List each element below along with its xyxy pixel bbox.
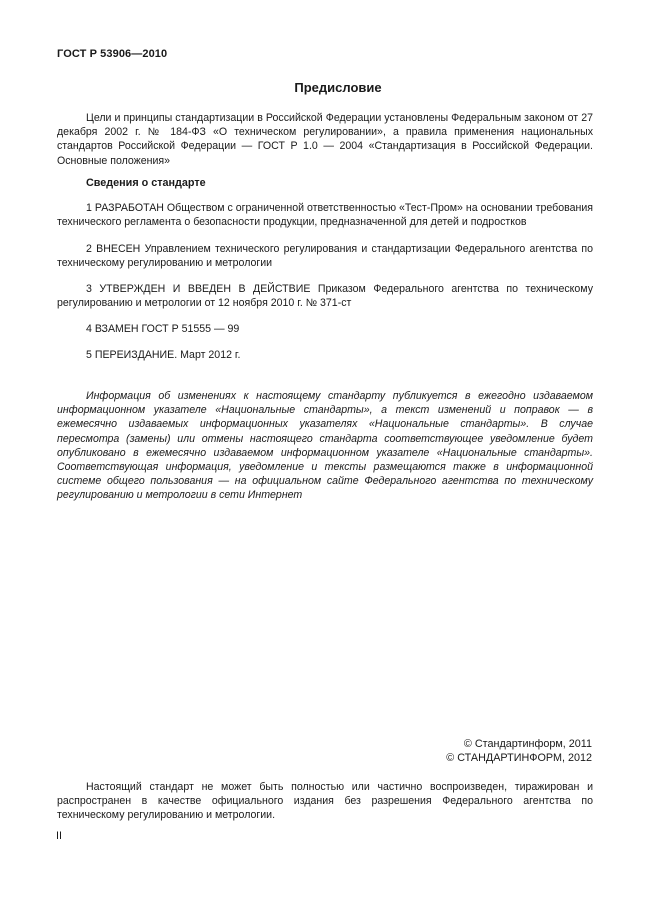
- reproduction-notice: Настоящий стандарт не может быть полностью или частично воспроизведен, тиражирован и распространен в качестве официального издания без разрешения Федерального агентства по техническому регулированию и метрологии.: [57, 781, 593, 822]
- foreword-title: Предисловие: [294, 80, 382, 95]
- standard-code: ГОСТ Р 53906—2010: [57, 48, 168, 60]
- page-number: II: [56, 830, 62, 842]
- standard-info-item-approved: 3 УТВЕРЖДЕН И ВВЕДЕН В ДЕЙСТВИЕ Приказом Федерального агентства по техническому регулированию и метрологии от 12 ноября 2010 г. № 371-ст: [57, 283, 593, 310]
- copyright-line-2: © СТАНДАРТИНФОРМ, 2012: [446, 752, 592, 764]
- standard-info-item-reissue: 5 ПЕРЕИЗДАНИЕ. Март 2012 г.: [86, 349, 241, 361]
- standard-info-item-developed: 1 РАЗРАБОТАН Обществом с ограниченной ответственностью «Тест-Пром» на основании требования технического регламента о безопасности продукции, предназначенной для детей и подростков: [57, 202, 593, 229]
- copyright-line-1: © Стандартинформ, 2011: [463, 738, 592, 750]
- standard-info-item-introduced: 2 ВНЕСЕН Управлением технического регулирования и стандартизации Федерального агентства по техническому регулированию и метрологии: [57, 243, 593, 270]
- foreword-paragraph: Цели и принципы стандартизации в Российской Федерации установлены Федеральным законом от 27 декабря 2002 г. № 184-ФЗ «О техническом регулировании», а правила применения национальных стандартов Российской Федерации — ГОСТ Р 1.0 — 2004 «Стандартизация в Российской Федерации. Основные положения»: [57, 112, 593, 167]
- change-information-paragraph: Информация об изменениях к настоящему стандарту публикуется в ежегодно издаваемом информационном указателе «Национальные стандарты», а текст изменений и поправок — в ежемесячно издаваемых информационных указателях «Национальные стандарты». В случае пересмотра (замены) или отмены настоящего стандарта соответствующее уведомление будет опубликовано в ежемесячно издаваемом информационном указателе «Национальные стандарты». Соответствующая информация, уведомление и тексты размещаются также в информационной системе общего пользования — на официальном сайте Федерального агентства по техническому регулированию и метрологии в сети Интернет: [57, 390, 593, 502]
- standard-info-heading: Сведения о стандарте: [86, 177, 206, 189]
- standard-info-item-replaces: 4 ВЗАМЕН ГОСТ Р 51555 — 99: [86, 323, 240, 335]
